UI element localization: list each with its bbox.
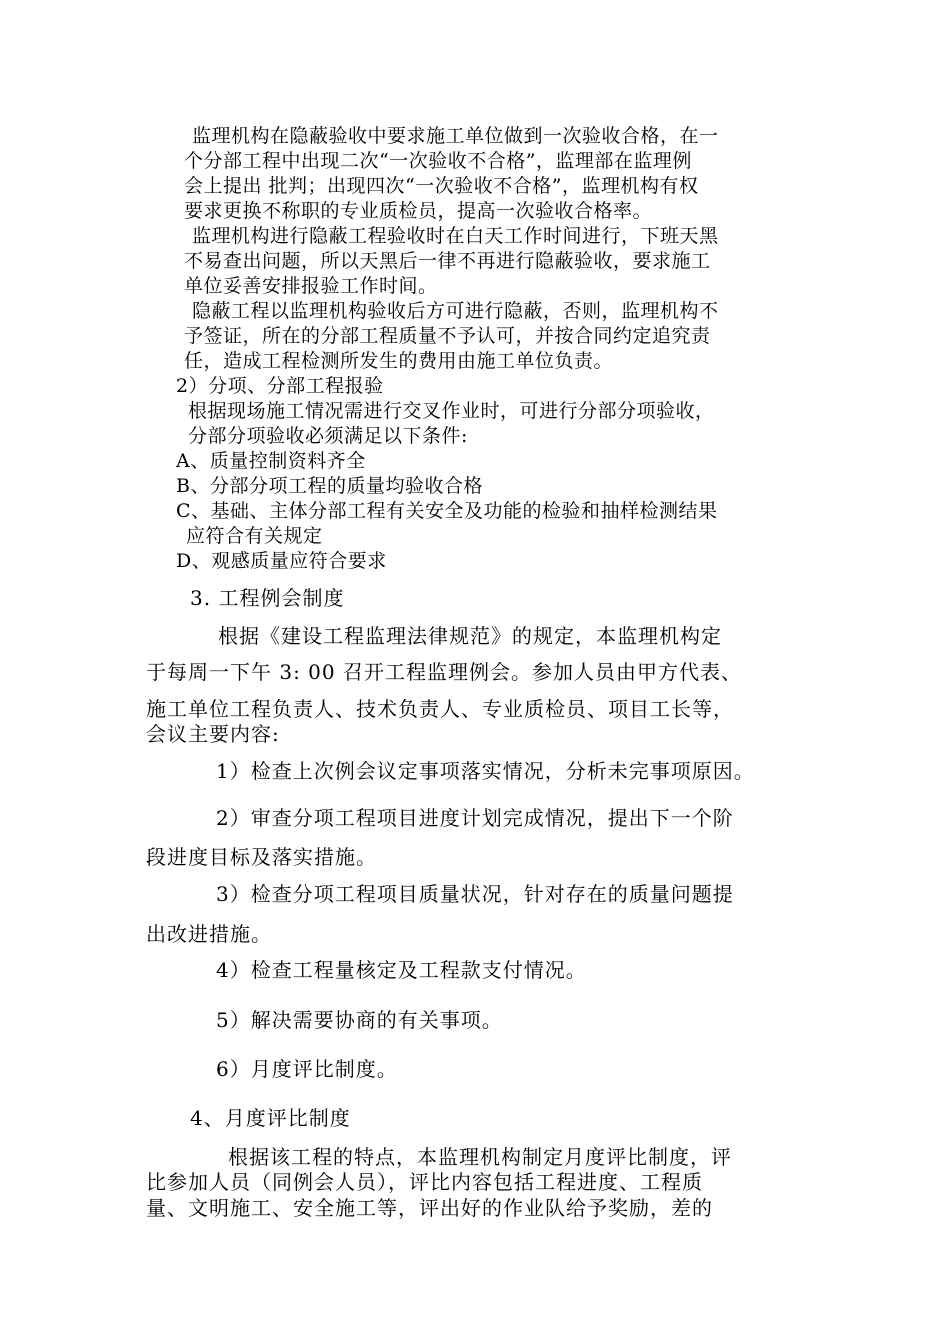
paragraph-line: 不易查出问题，所以天黑后一律不再进行隐蔽验收，要求施工 <box>184 250 711 272</box>
list-item: 5）解决需要协商的有关事项。 <box>216 1008 503 1032</box>
list-item: A、质量控制资料齐全 <box>176 450 366 472</box>
paragraph-line: 根据《建设工程监理法律规范》的规定，本监理机构定 <box>218 624 722 648</box>
paragraph-line: 分部分项验收必须满足以下条件: <box>188 425 468 447</box>
paragraph-line: 出改进措施。 <box>146 922 272 946</box>
paragraph-line: 要求更换不称职的专业质检员，提高一次验收合格率。 <box>184 200 653 222</box>
paragraph-line: 会上提出 批判；出现四次“一次验收不合格”，监理机构有权 <box>184 175 699 197</box>
paragraph-line: 个分部工程中出现二次“一次验收不合格”，监理部在监理例 <box>184 150 692 172</box>
section-heading: 2）分项、分部工程报验 <box>176 375 384 397</box>
paragraph-line: 量、文明施工、安全施工等，评出好的作业队给予奖励，差的 <box>146 1196 713 1220</box>
paragraph-line: 会议主要内容: <box>146 722 280 746</box>
paragraph-line: 根据现场施工情况需进行交叉作业时，可进行分部分项验收， <box>188 400 715 422</box>
paragraph-line: 任，造成工程检测所发生的费用由施工单位负责。 <box>184 350 614 372</box>
list-item: 1）检查上次例会议定事项落实情况，分析未完事项原因。 <box>216 759 755 783</box>
section-heading: 4、月度评比制度 <box>190 1106 351 1130</box>
paragraph-line: 隐蔽工程以监理机构验收后方可进行隐蔽，否则，监理机构不 <box>192 300 719 322</box>
section-heading: 3. 工程例会制度 <box>190 586 345 610</box>
paragraph-line: 比参加人员（同例会人员），评比内容包括工程进度、工程质 <box>146 1170 703 1194</box>
list-item: 应符合有关规定 <box>186 525 323 547</box>
list-item: 3）检查分项工程项目质量状况，针对存在的质量问题提 <box>216 882 734 906</box>
paragraph-line: 根据该工程的特点，本监理机构制定月度评比制度，评 <box>228 1145 732 1169</box>
paragraph-line: 段进度目标及落实措施。 <box>146 845 377 869</box>
paragraph-line: 施工单位工程负责人、技术负责人、专业质检员、项目工长等， <box>146 697 734 721</box>
paragraph-line: 监理机构进行隐蔽工程验收时在白天工作时间进行，下班天黑 <box>192 225 719 247</box>
paragraph-line: 予签证，所在的分部工程质量不予认可，并按合同约定追究责 <box>184 325 711 347</box>
list-item: C、基础、主体分部工程有关安全及功能的检验和抽样检测结果 <box>176 500 718 522</box>
paragraph-line: 单位妥善安排报验工作时间。 <box>184 275 438 297</box>
list-item: B、分部分项工程的质量均验收合格 <box>176 475 483 497</box>
list-item: 2）审查分项工程项目进度计划完成情况，提出下一个阶 <box>216 806 734 830</box>
list-item: 4）检查工程量核定及工程款支付情况。 <box>216 958 587 982</box>
paragraph-line: 监理机构在隐蔽验收中要求施工单位做到一次验收合格，在一 <box>192 125 719 147</box>
paragraph-line: 于每周一下午 3: 00 召开工程监理例会。参加人员由甲方代表、 <box>146 660 742 684</box>
list-item: D、观感质量应符合要求 <box>176 550 387 572</box>
list-item: 6）月度评比制度。 <box>216 1057 398 1081</box>
